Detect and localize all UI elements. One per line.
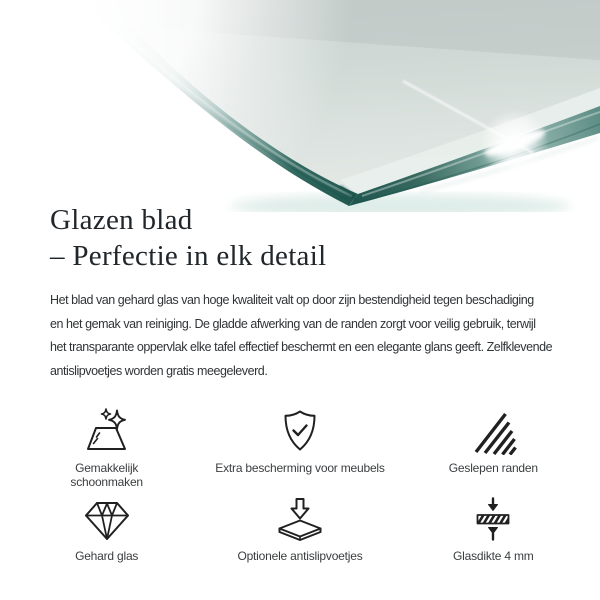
feature-glass-thickness <box>397 493 590 564</box>
glass-thickness-icon <box>469 495 517 543</box>
features-grid <box>10 403 590 568</box>
paragraph-line: Het blad van gehard glas van hoge kwaliteit valt op door zijn bestendigheid tegen beschadiging <box>50 293 534 307</box>
feature-easy-cleaning <box>10 403 203 489</box>
paragraph-line: het transparante oppervlak elke tafel effectief beschermt en een elegante glans geeft. Zelfklevende <box>50 340 553 355</box>
feature-label: Geslepen randen <box>448 461 538 475</box>
intro-paragraph <box>50 289 552 383</box>
feature-ground-edges <box>397 403 590 489</box>
page-title-line2: – Perfectie in elk detail <box>50 239 327 272</box>
diamond-icon <box>82 497 132 543</box>
sparkle-clean-icon <box>83 407 131 455</box>
beveled-edges-icon <box>468 407 518 455</box>
feature-furniture-protection <box>203 403 396 489</box>
paragraph-line: antislipvoetjes worden gratis meegeleverd. <box>50 363 268 378</box>
glass-panel-corner-illustration <box>0 0 600 212</box>
feature-label: Optionele antislipvoetjes <box>237 549 363 563</box>
feature-tempered-glass <box>10 493 203 564</box>
feature-label: Gemakkelijk schoonmaken <box>70 461 143 489</box>
white-fade-left <box>0 0 230 212</box>
feature-label: Gehard glas <box>75 549 139 563</box>
feature-label: Extra bescherming voor meubels <box>215 461 385 475</box>
paragraph-line: en het gemak van reiniging. De gladde afwerking van de randen zorgt voor veilig gebruik, terwijl <box>50 316 536 331</box>
hero-image <box>0 0 600 212</box>
feature-anti-slip-pads <box>203 493 396 564</box>
anti-slip-pads-icon <box>276 495 324 543</box>
page-title-line1: Glazen blad <box>50 204 193 236</box>
page-title <box>50 203 326 274</box>
feature-label: Glasdikte 4 mm <box>453 549 534 563</box>
shield-check-icon <box>276 407 324 455</box>
